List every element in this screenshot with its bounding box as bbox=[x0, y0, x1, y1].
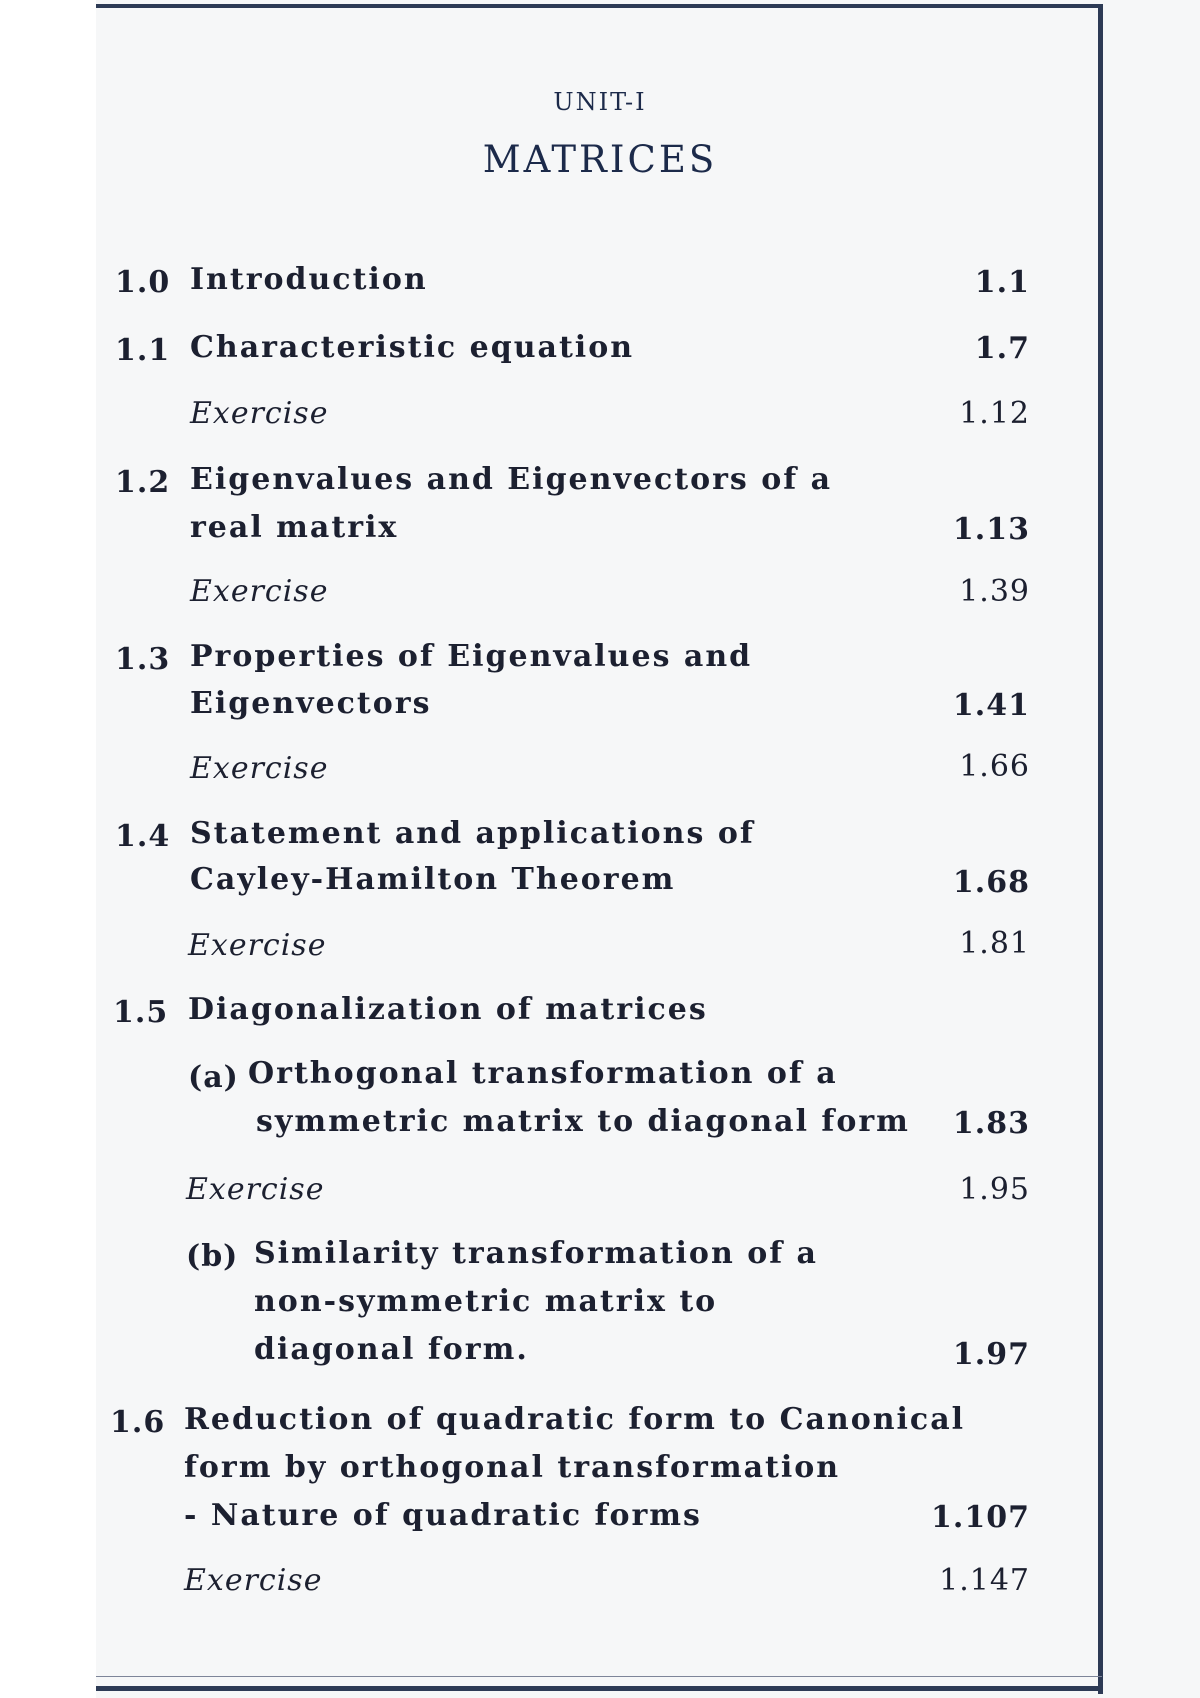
section-title: Introduction bbox=[190, 262, 428, 297]
section-number: 1.6 bbox=[110, 1405, 166, 1440]
section-title-line2: Eigenvectors bbox=[190, 686, 432, 721]
subsection-title-line3: diagonal form. bbox=[254, 1332, 529, 1367]
section-title-line2: real matrix bbox=[190, 510, 399, 545]
section-number: 1.5 bbox=[113, 995, 169, 1030]
section-title-line1: Eigenvalues and Eigenvectors of a bbox=[190, 462, 833, 497]
section-number: 1.2 bbox=[115, 465, 171, 500]
unit-title: MATRICES bbox=[482, 138, 718, 181]
page-number: 1.39 bbox=[959, 574, 1030, 609]
section-title: Characteristic equation bbox=[190, 330, 635, 365]
exercise-label: Exercise bbox=[190, 396, 329, 431]
page-number: 1.13 bbox=[952, 512, 1030, 547]
page-number: 1.12 bbox=[959, 396, 1030, 431]
exercise-label: Exercise bbox=[190, 574, 329, 609]
page-number: 1.81 bbox=[959, 926, 1030, 961]
exercise-label: Exercise bbox=[186, 1172, 325, 1207]
page-number: 1.68 bbox=[952, 865, 1030, 900]
section-title-line1: Reduction of quadratic form to Canonical bbox=[184, 1402, 966, 1437]
subsection-title-line2: symmetric matrix to diagonal form bbox=[256, 1104, 910, 1139]
section-title-line1: Properties of Eigenvalues and bbox=[190, 639, 753, 674]
subsection-title-line1: Orthogonal transformation of a bbox=[248, 1056, 838, 1091]
page-number: 1.41 bbox=[952, 688, 1030, 723]
page-number: 1.1 bbox=[974, 265, 1030, 300]
section-number: 1.1 bbox=[115, 333, 171, 368]
section-number: 1.3 bbox=[115, 642, 171, 677]
section-number: 1.4 bbox=[115, 819, 171, 854]
section-title-line3: - Nature of quadratic forms bbox=[184, 1498, 702, 1533]
subsection-title-line1: Similarity transformation of a bbox=[254, 1236, 818, 1271]
subsection-label: (a) bbox=[188, 1060, 239, 1095]
page-number: 1.66 bbox=[959, 749, 1030, 784]
exercise-label: Exercise bbox=[184, 1563, 323, 1598]
page-number: 1.97 bbox=[952, 1337, 1030, 1372]
section-title-line2: Cayley-Hamilton Theorem bbox=[190, 862, 676, 897]
section-title-line2: form by orthogonal transformation bbox=[184, 1450, 841, 1485]
section-title: Diagonalization of matrices bbox=[188, 992, 708, 1027]
subsection-title-line2: non-symmetric matrix to bbox=[254, 1284, 718, 1319]
unit-label: UNIT-I bbox=[553, 88, 647, 116]
page-number: 1.147 bbox=[939, 1563, 1030, 1598]
subsection-label: (b) bbox=[186, 1239, 239, 1274]
exercise-label: Exercise bbox=[190, 751, 329, 786]
section-title-line1: Statement and applications of bbox=[190, 816, 755, 851]
page-number: 1.107 bbox=[931, 1500, 1030, 1535]
exercise-label: Exercise bbox=[188, 928, 327, 963]
page-number: 1.95 bbox=[959, 1172, 1030, 1207]
page-number: 1.83 bbox=[952, 1106, 1030, 1141]
page-number: 1.7 bbox=[974, 331, 1030, 366]
section-number: 1.0 bbox=[115, 265, 171, 300]
